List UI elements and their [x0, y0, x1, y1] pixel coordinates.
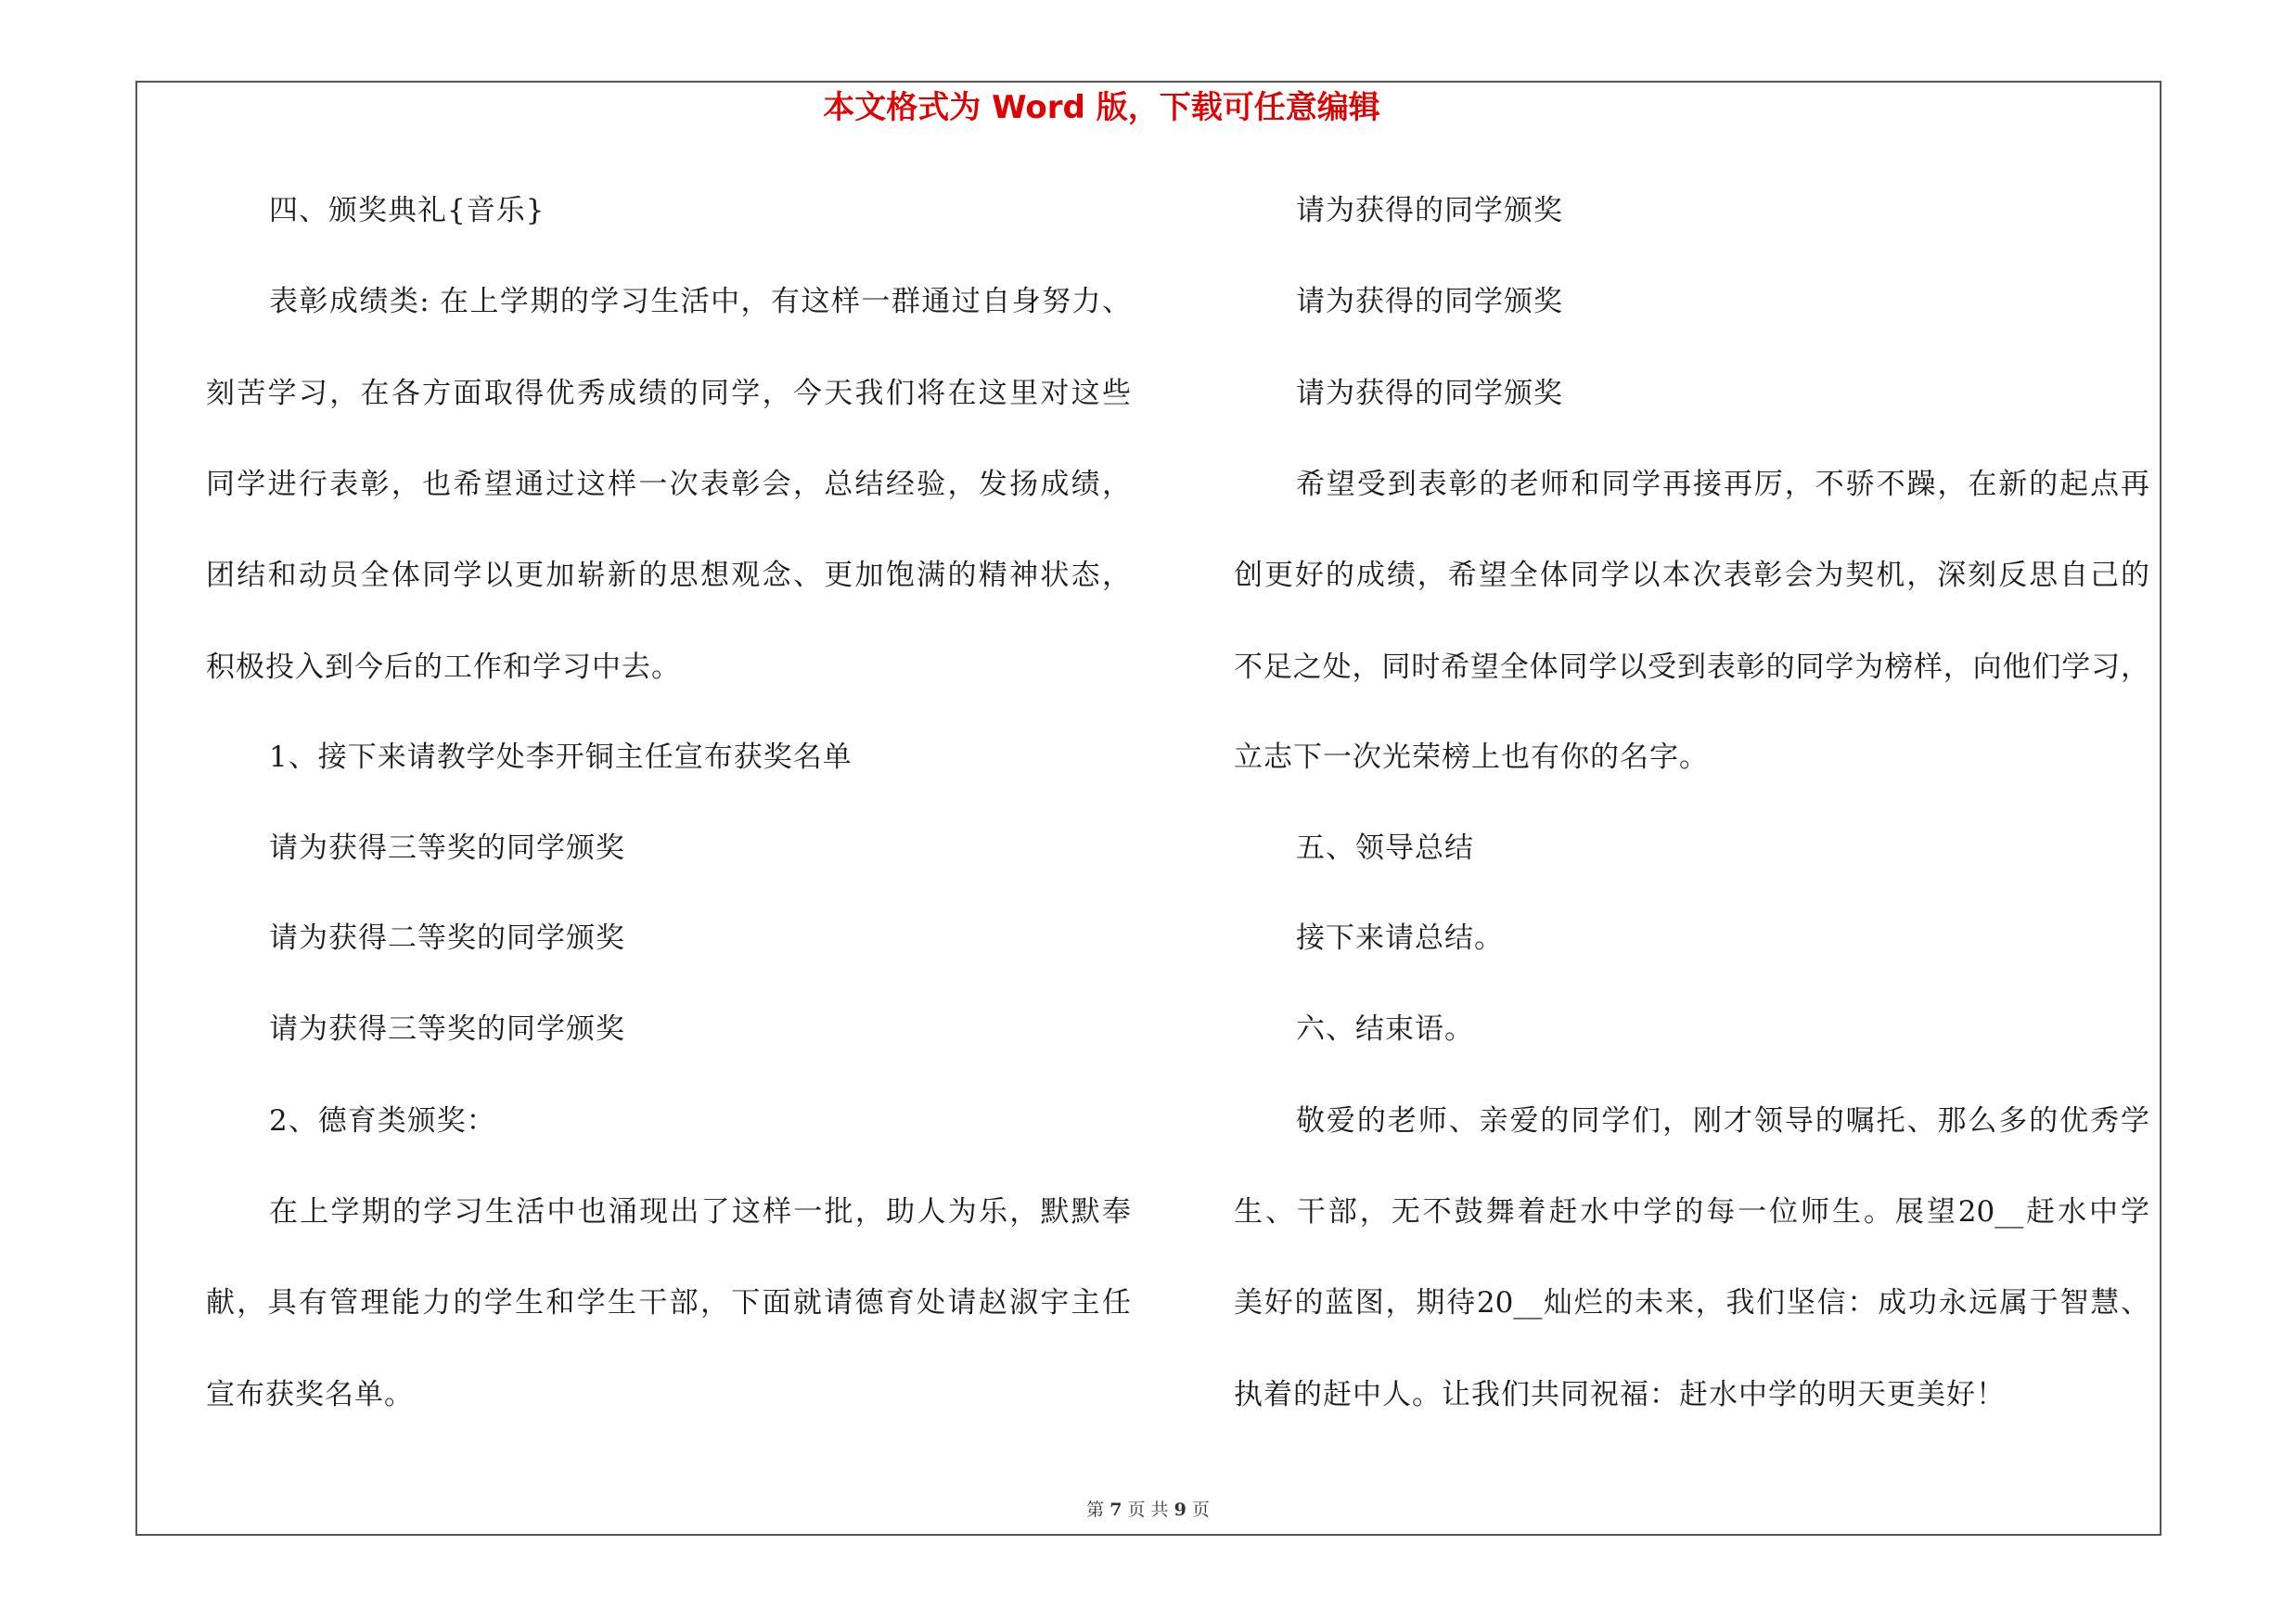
body-text-line: 请为获得二等奖的同学颁奖: [269, 921, 625, 955]
body-text-line: 请为获得的同学颁奖: [1296, 194, 1563, 227]
body-text-line: 希望受到表彰的老师和同学再接再厉，不骄不躁，在新的起点再: [1296, 468, 2149, 501]
page-number-footer: [0, 1498, 2296, 1522]
body-text-line: 团结和动员全体同学以更加崭新的思想观念、更加饱满的精神状态，: [206, 559, 1131, 592]
body-text-line: 四、颁奖典礼{音乐}: [269, 194, 545, 227]
body-text-line: 献，具有管理能力的学生和学生干部，下面就请德育处请赵淑宇主任: [206, 1286, 1131, 1320]
body-text-line: 同学进行表彰，也希望通过这样一次表彰会，总结经验，发扬成绩，: [206, 468, 1131, 501]
body-text-line: 创更好的成绩，希望全体同学以本次表彰会为契机，深刻反思自己的: [1234, 559, 2149, 592]
total-pages-number: 9: [1174, 1500, 1186, 1520]
body-text-line: 五、领导总结: [1296, 831, 1474, 865]
body-text-line: 美好的蓝图，期待20__灿烂的未来，我们坚信：成功永远属于智慧、: [1234, 1286, 2149, 1320]
body-text-line: 不足之处，同时希望全体同学以受到表彰的同学为榜样，向他们学习，: [1234, 650, 2149, 684]
body-text-line: 在上学期的学习生活中也涌现出了这样一批，助人为乐，默默奉: [269, 1195, 1131, 1229]
body-text-line: 2、德育类颁奖：: [269, 1104, 496, 1138]
body-text-line: 敬爱的老师、亲爱的同学们，刚才领导的嘱托、那么多的优秀学: [1296, 1104, 2149, 1138]
body-text-line: 生、干部，无不鼓舞着赶水中学的每一位师生。展望20__赶水中学: [1234, 1195, 2149, 1229]
body-text-line: 立志下一次光荣榜上也有你的名字。: [1234, 741, 1709, 774]
page-number-suffix: 页: [1191, 1500, 1210, 1520]
body-text-line: 执着的赶中人。让我们共同祝福：赶水中学的明天更美好！: [1234, 1378, 2006, 1411]
body-text-line: 积极投入到今后的工作和学习中去。: [206, 650, 681, 684]
page-number-middle: 页 共: [1127, 1500, 1169, 1520]
body-text-line: 请为获得的同学颁奖: [1296, 285, 1563, 318]
current-page-number: 7: [1110, 1500, 1122, 1520]
body-text-line: 接下来请总结。: [1296, 921, 1504, 955]
body-text-line: 请为获得的同学颁奖: [1296, 377, 1563, 410]
body-text-line: 六、结束语。: [1296, 1012, 1474, 1046]
body-text-line: 请为获得三等奖的同学颁奖: [269, 1012, 625, 1046]
body-text-line: 刻苦学习，在各方面取得优秀成绩的同学，今天我们将在这里对这些: [206, 377, 1131, 410]
body-text-line: 1、接下来请教学处李开铜主任宣布获奖名单: [269, 741, 853, 774]
body-text-line: 宣布获奖名单。: [206, 1378, 414, 1411]
body-text-line: 请为获得三等奖的同学颁奖: [269, 831, 625, 865]
document-header-notice: 本文格式为 Word 版，下载可任意编辑: [823, 89, 1380, 126]
page-number-prefix: 第: [1086, 1500, 1105, 1520]
body-text-line: 表彰成绩类: 在上学期的学习生活中，有这样一群通过自身努力、: [269, 285, 1131, 318]
